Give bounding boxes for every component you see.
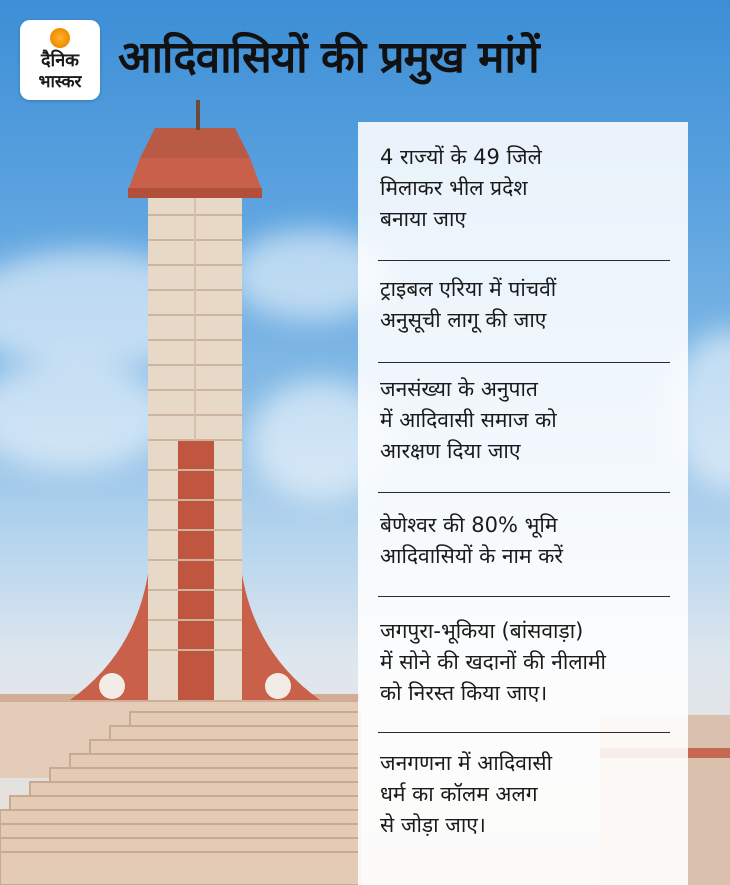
column-red-strip <box>178 440 214 700</box>
dainik-bhaskar-logo <box>20 20 100 100</box>
demand-line: धर्म का कॉलम अलग <box>380 782 538 806</box>
demand-line: को निरस्त किया जाए। <box>380 681 548 705</box>
demand-item-1 <box>380 142 672 235</box>
divider <box>378 732 670 733</box>
demand-line: मिलाकर भील प्रदेश <box>380 176 528 200</box>
demand-item-3 <box>380 374 672 467</box>
demand-item-6 <box>380 748 672 841</box>
page-title: आदिवासियों की प्रमुख मांगें <box>118 32 539 83</box>
demand-line: बनाया जाए <box>380 207 467 231</box>
demand-line: आदिवासियों के नाम करें <box>380 544 563 568</box>
demand-line: जनसंख्या के अनुपात <box>380 377 538 401</box>
demand-item-5 <box>380 616 672 709</box>
demand-line: में सोने की खदानों की नीलामी <box>380 650 606 674</box>
demand-line: ट्राइबल एरिया में पांचवीं <box>380 277 557 301</box>
demand-line: जनगणना में आदिवासी <box>380 751 553 775</box>
base-opening-right <box>265 673 291 699</box>
sun-logo-icon <box>50 28 70 48</box>
divider <box>378 492 670 493</box>
demand-line: जगपुरा-भूकिया (बांसवाड़ा) <box>380 619 584 643</box>
demand-item-4 <box>380 510 672 572</box>
monument-capital <box>128 158 262 190</box>
monument-finial <box>196 100 200 130</box>
demands-panel <box>358 122 688 885</box>
demand-line: 4 राज्यों के 49 जिले <box>380 145 542 169</box>
demand-line: से जोड़ा जाए। <box>380 813 486 837</box>
monument-top <box>140 128 250 158</box>
logo-text-line2: भास्कर <box>38 72 82 92</box>
logo-text-line1: दैनिक <box>40 50 80 71</box>
demand-line: में आदिवासी समाज को <box>380 408 557 432</box>
divider <box>378 596 670 597</box>
base-opening-left <box>99 673 125 699</box>
demand-line: बेणेश्वर की 80% भूमि <box>380 513 558 537</box>
divider <box>378 362 670 363</box>
monument-capital-band <box>128 188 262 198</box>
demand-line: आरक्षण दिया जाए <box>380 439 521 463</box>
demand-item-2 <box>380 274 672 336</box>
demand-line: अनुसूची लागू की जाए <box>380 308 547 332</box>
divider <box>378 260 670 261</box>
